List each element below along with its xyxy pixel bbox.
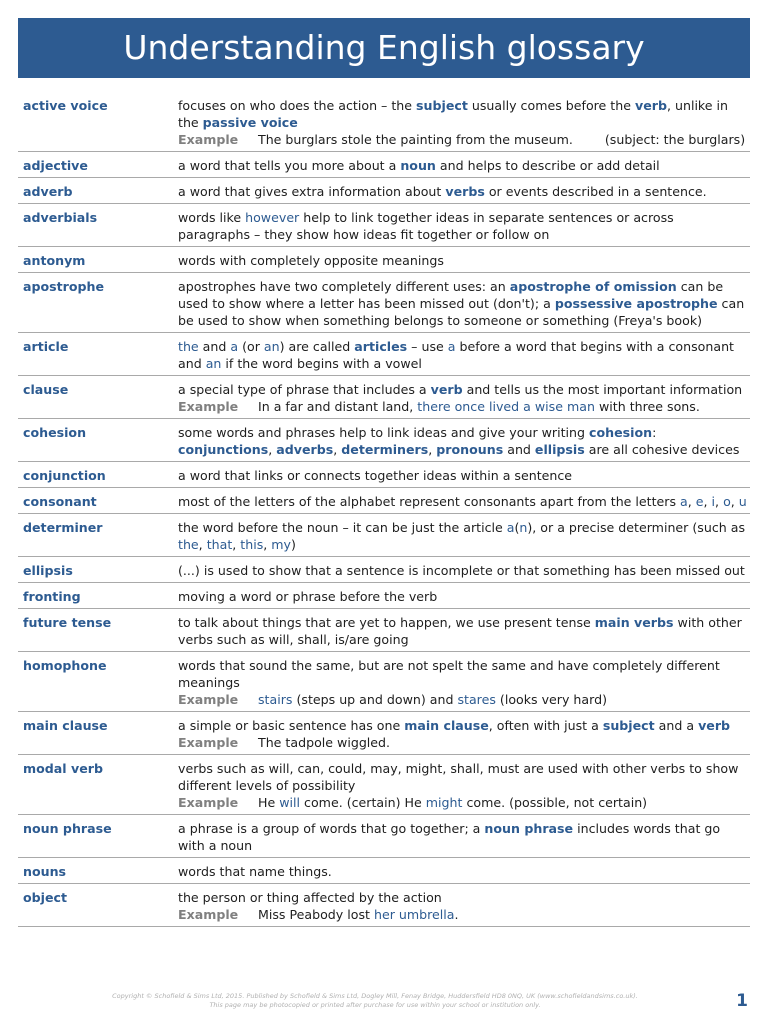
- text-run: ), or a precise determiner (such as: [527, 520, 746, 535]
- definition-text: [178, 588, 748, 605]
- text-run: and tells us the most important information: [462, 382, 743, 397]
- text-run: a word that tells you more about a: [178, 158, 401, 173]
- highlighted-term: conjunctions: [178, 442, 269, 457]
- text-run: can be used to show where a letter has been missed out (don't); a: [178, 279, 724, 311]
- highlighted-term: adverbs: [276, 442, 334, 457]
- definition-text: [178, 657, 748, 691]
- highlighted-term: possessive apostrophe: [554, 296, 718, 311]
- definition-text: [178, 209, 748, 243]
- glossary-entry: [18, 583, 750, 609]
- text-run: – use: [407, 339, 448, 354]
- text-run: before a word that begins with a consonant and: [178, 339, 734, 371]
- highlighted-term: articles: [354, 339, 408, 354]
- glossary-entry: [18, 488, 750, 514]
- page-title: Understanding English glossary: [123, 28, 645, 67]
- text-run: a word that links or connects together ideas within a sentence: [178, 468, 573, 483]
- text-run: ): [291, 537, 296, 552]
- text-run: words with completely opposite meanings: [178, 253, 444, 268]
- definition-text: [178, 889, 748, 906]
- glossary-definition: [178, 424, 750, 458]
- text-run: words that name things.: [178, 864, 332, 879]
- highlighted-term: i: [711, 494, 716, 509]
- highlighted-term: an: [205, 356, 222, 371]
- glossary-term: homophone: [23, 658, 107, 673]
- text-run: , often with just a: [488, 718, 603, 733]
- glossary-entry: [18, 247, 750, 273]
- text-run: and: [198, 339, 231, 354]
- glossary-definition: [178, 863, 750, 880]
- highlighted-term: u: [738, 494, 747, 509]
- text-run: :: [652, 425, 657, 440]
- example-text: In a far and distant land,: [258, 399, 418, 414]
- glossary-definition: [178, 760, 750, 811]
- text-run: apostrophes have two completely different uses: an: [178, 279, 510, 294]
- copyright-line: Copyright © Schofield & Sims Ltd, 2015. Published by Schofield & Sims Ltd, Dogley Mill, Fenay Bridge, Huddersfield HD8 0NQ, UK (www.schofieldandsims.co.uk).: [112, 992, 638, 1000]
- glossary-definition: [178, 97, 750, 148]
- text-run: with other verbs such as will, shall, is/are going: [178, 615, 742, 647]
- highlighted-term: verbs: [445, 184, 485, 199]
- text-run: if the word begins with a vowel: [221, 356, 422, 371]
- highlighted-term: noun phrase: [484, 821, 574, 836]
- text-run: focuses on who does the action – the: [178, 98, 417, 113]
- glossary-term: object: [23, 890, 68, 905]
- glossary-definition: [178, 889, 750, 923]
- highlighted-term: subject: [602, 718, 655, 733]
- text-run: some words and phrases help to link ideas and give your writing: [178, 425, 590, 440]
- text-run: the word before the noun – it can be just the article: [178, 520, 507, 535]
- text-run: ,: [263, 537, 272, 552]
- glossary-entry: [18, 462, 750, 488]
- glossary-term: consonant: [23, 494, 97, 509]
- text-run: ,: [703, 494, 712, 509]
- definition-text: [178, 863, 748, 880]
- highlighted-term: a: [230, 339, 239, 354]
- highlighted-example: her umbrella: [373, 907, 455, 922]
- definition-text: [178, 183, 748, 200]
- highlighted-term: verb: [430, 382, 463, 397]
- definition-text: [178, 519, 748, 553]
- highlighted-term: an: [263, 339, 280, 354]
- glossary-definition: [178, 467, 750, 484]
- text-run: are all cohesive devices: [584, 442, 740, 457]
- example-text: Miss Peabody lost: [258, 907, 374, 922]
- highlighted-term: apostrophe of omission: [509, 279, 677, 294]
- glossary-entry: [18, 152, 750, 178]
- text-run: a word that gives extra information about: [178, 184, 446, 199]
- glossary-term: future tense: [23, 615, 112, 630]
- highlighted-term: ellipsis: [534, 442, 585, 457]
- glossary-entry: [18, 815, 750, 858]
- example-line: [178, 906, 748, 923]
- highlighted-term: a: [506, 520, 515, 535]
- highlighted-term: noun: [400, 158, 436, 173]
- text-run: words like: [178, 210, 246, 225]
- example-text: .: [454, 907, 459, 922]
- text-run: a simple or basic sentence has one: [178, 718, 405, 733]
- glossary-term: apostrophe: [23, 279, 105, 294]
- glossary-entry: [18, 333, 750, 376]
- text-run: help to link together ideas in separate sentences or across paragraphs – they show how ideas fit together or follow on: [178, 210, 674, 242]
- highlighted-term: e: [695, 494, 704, 509]
- highlighted-term: passive voice: [202, 115, 298, 130]
- text-run: ,: [198, 537, 207, 552]
- glossary-term: noun phrase: [23, 821, 112, 836]
- definition-text: [178, 424, 748, 458]
- example-label: Example: [178, 735, 239, 750]
- definition-text: [178, 381, 748, 398]
- highlighted-term: that: [206, 537, 233, 552]
- example-text: The tadpole wiggled.: [258, 735, 391, 750]
- highlighted-term: subject: [416, 98, 468, 113]
- example-label: Example: [178, 907, 239, 922]
- glossary-definition: [178, 614, 750, 648]
- glossary-entry: [18, 884, 750, 927]
- example-label: Example: [178, 795, 239, 810]
- example-line: [178, 794, 748, 811]
- glossary-entry: [18, 514, 750, 557]
- glossary-entry: [18, 755, 750, 815]
- definition-text: [178, 760, 748, 794]
- definition-text: [178, 717, 748, 734]
- highlighted-term: however: [245, 210, 300, 225]
- glossary-definition: [178, 183, 750, 200]
- glossary-definition: [178, 588, 750, 605]
- glossary-definition: [178, 820, 750, 854]
- glossary-term: active voice: [23, 98, 108, 113]
- highlighted-term: o: [723, 494, 731, 509]
- definition-text: [178, 467, 748, 484]
- text-run: moving a word or phrase before the verb: [178, 589, 438, 604]
- glossary-term: determiner: [23, 520, 103, 535]
- highlighted-example: stairs: [258, 692, 293, 707]
- glossary-term: adjective: [23, 158, 88, 173]
- highlighted-term: n: [519, 520, 528, 535]
- highlighted-example: there once lived a wise man: [417, 399, 595, 414]
- text-run: and: [503, 442, 535, 457]
- glossary-definition: [178, 657, 750, 708]
- example-line: [178, 691, 748, 708]
- highlighted-term: a: [447, 339, 456, 354]
- text-run: a phrase is a group of words that go together; a: [178, 821, 485, 836]
- glossary-list: [18, 92, 750, 927]
- glossary-entry: [18, 858, 750, 884]
- text-run: a special type of phrase that includes a: [178, 382, 431, 397]
- text-run: (or: [238, 339, 264, 354]
- text-run: ,: [232, 537, 241, 552]
- glossary-term: modal verb: [23, 761, 103, 776]
- text-run: words that sound the same, but are not spelt the same and have completely different meanings: [178, 658, 720, 690]
- glossary-term: ellipsis: [23, 563, 73, 578]
- page-number: 1: [736, 991, 748, 1011]
- text-run: ,: [715, 494, 724, 509]
- glossary-definition: [178, 493, 750, 510]
- glossary-definition: [178, 717, 750, 751]
- glossary-entry: [18, 557, 750, 583]
- definition-text: [178, 493, 748, 510]
- example-text: (looks very hard): [495, 692, 607, 707]
- glossary-entry: [18, 652, 750, 712]
- copyright-footer: [60, 992, 690, 1010]
- example-text: come. (possible, not certain): [462, 795, 648, 810]
- glossary-definition: [178, 519, 750, 553]
- text-run: and a: [654, 718, 699, 733]
- glossary-definition: [178, 278, 750, 329]
- text-run: verbs such as will, can, could, may, might, shall, must are used with other verbs to show different levels of possibility: [178, 761, 739, 793]
- highlighted-example: will: [279, 795, 301, 810]
- glossary-entry: [18, 376, 750, 419]
- example-text: (steps up and down) and: [292, 692, 458, 707]
- highlighted-term: cohesion: [589, 425, 653, 440]
- text-run: , unlike in the: [178, 98, 729, 130]
- glossary-definition: [178, 157, 750, 174]
- example-line: [178, 398, 748, 415]
- glossary-definition: [178, 381, 750, 415]
- definition-text: [178, 338, 748, 372]
- text-run: the person or thing affected by the action: [178, 890, 442, 905]
- glossary-entry: [18, 273, 750, 333]
- example-line: [178, 734, 748, 751]
- glossary-term: main clause: [23, 718, 108, 733]
- definition-text: [178, 614, 748, 648]
- highlighted-example: stares: [457, 692, 496, 707]
- example-text: with three sons.: [594, 399, 700, 414]
- example-label: Example: [178, 132, 239, 147]
- glossary-term: antonym: [23, 253, 86, 268]
- glossary-term: adverbials: [23, 210, 98, 225]
- highlighted-term: main clause: [404, 718, 489, 733]
- highlighted-term: main verbs: [594, 615, 674, 630]
- definition-text: [178, 252, 748, 269]
- highlighted-term: pronouns: [436, 442, 504, 457]
- glossary-entry: [18, 178, 750, 204]
- text-run: ,: [268, 442, 277, 457]
- text-run: ) are called: [279, 339, 355, 354]
- example-text: come. (certain) He: [300, 795, 426, 810]
- definition-text: [178, 97, 748, 131]
- glossary-entry: [18, 92, 750, 152]
- example-text: The burglars stole the painting from the museum. (subject: the burglars): [258, 132, 746, 147]
- glossary-term: cohesion: [23, 425, 87, 440]
- definition-text: [178, 157, 748, 174]
- glossary-term: clause: [23, 382, 69, 397]
- highlighted-term: a: [680, 494, 688, 509]
- example-line: [178, 131, 748, 148]
- text-run: (: [514, 520, 520, 535]
- highlighted-term: verb: [634, 98, 667, 113]
- text-run: ,: [687, 494, 696, 509]
- glossary-definition: [178, 562, 750, 579]
- highlighted-term: the: [178, 339, 199, 354]
- highlighted-term: determiners: [341, 442, 429, 457]
- highlighted-term: my: [271, 537, 292, 552]
- photocopy-notice: This page may be photocopied or printed after purchase for use within your school or institution only.: [209, 1001, 541, 1009]
- highlighted-term: this: [240, 537, 264, 552]
- text-run: (...) is used to show that a sentence is incomplete or that something has been missed out: [178, 563, 745, 578]
- text-run: includes words that go with a noun: [178, 821, 721, 853]
- definition-text: [178, 820, 748, 854]
- glossary-term: nouns: [23, 864, 67, 879]
- glossary-entry: [18, 712, 750, 755]
- glossary-term: adverb: [23, 184, 73, 199]
- example-label: Example: [178, 399, 239, 414]
- glossary-entry: [18, 609, 750, 652]
- text-run: or events described in a sentence.: [484, 184, 707, 199]
- text-run: can be used to show when something belongs to someone or something (Freya's book): [178, 296, 745, 328]
- text-run: ,: [428, 442, 437, 457]
- definition-text: [178, 278, 748, 329]
- text-run: ,: [333, 442, 342, 457]
- glossary-definition: [178, 209, 750, 243]
- text-run: to talk about things that are yet to happen, we use present tense: [178, 615, 595, 630]
- example-label: Example: [178, 692, 239, 707]
- title-banner: [18, 18, 750, 78]
- glossary-entry: [18, 204, 750, 247]
- glossary-entry: [18, 419, 750, 462]
- text-run: usually comes before the: [467, 98, 635, 113]
- text-run: and helps to describe or add detail: [435, 158, 660, 173]
- example-text: He: [258, 795, 280, 810]
- text-run: ,: [730, 494, 739, 509]
- highlighted-term: the: [178, 537, 199, 552]
- highlighted-example: might: [425, 795, 463, 810]
- definition-text: [178, 562, 748, 579]
- glossary-term: conjunction: [23, 468, 106, 483]
- glossary-definition: [178, 252, 750, 269]
- glossary-term: article: [23, 339, 69, 354]
- highlighted-term: verb: [698, 718, 731, 733]
- glossary-definition: [178, 338, 750, 372]
- glossary-term: fronting: [23, 589, 81, 604]
- text-run: most of the letters of the alphabet represent consonants apart from the letters: [178, 494, 681, 509]
